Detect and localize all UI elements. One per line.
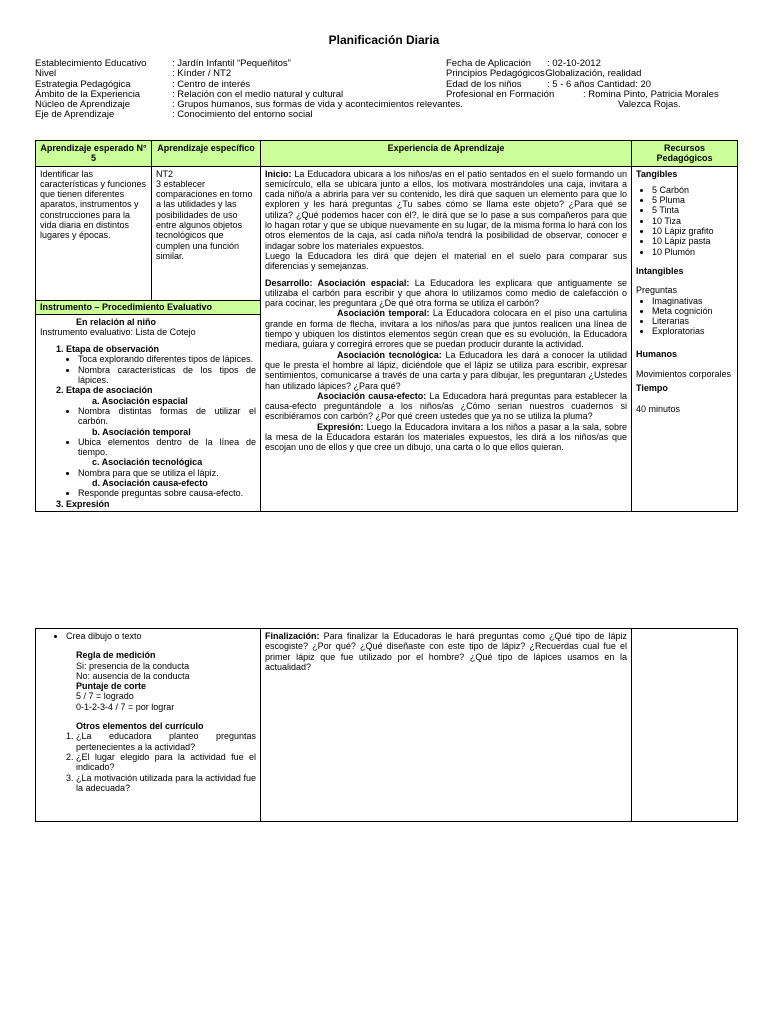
expresion-paragraph [265,422,627,453]
regla-heading: Regla de medición [76,650,156,661]
aprendizaje-especifico-cell: NT2 3 establecer comparaciones en torno a las utilidades y las posibilidades de uso entre algunos objetos tecnológicos que cumplen una función similar. [152,166,261,300]
header-label: Principios Pedagógicos [446,68,545,80]
list-item: • Nombra características de los tipos de lápices. [78,365,256,386]
header-label: Edad de los niños [446,78,522,90]
header-value: : Conocimiento del entorno social [172,109,313,121]
header-value: : Kínder / NT2 [172,68,232,80]
header-value: : 5 - 6 años Cantidad: 20 [547,78,652,90]
header-recursos: Recursos Pedagógicos [632,141,738,167]
en-relacion-label: En relación al niño [76,316,157,327]
tangibles-list [636,185,733,257]
etapa-title: Etapa de asociación [66,385,153,396]
desarrollo-paragraph [265,278,627,309]
header-aprendizaje-esperado: Aprendizaje esperado N° 5 [36,141,152,167]
header-label: Fecha de Aplicación [446,58,532,69]
causa-paragraph [265,391,627,422]
humanos-text: Movimientos corporales [636,369,732,380]
evaluacion-continued-cell [36,629,261,822]
planning-table-continued [35,628,738,822]
list-item: • Responde preguntas sobre causa-efecto. [78,488,256,498]
header-value: : Jardín Infantil “Pequeñitos” [172,58,291,69]
sub-heading: b. Asociación temporal [92,426,191,437]
recursos-empty-cell [632,629,738,822]
causa-text: La Educadora hará preguntas para establecer la causa-efecto preguntándole a los niños/as ¿Cómo serian nuestros cuadernos si escribiéramos con carbón? ¿Por qué creen ustedes que ya no se utiliza la pluma? [265,390,627,422]
experiencia-cell [261,166,632,511]
preguntas-list [636,296,733,337]
preguntas-label: Preguntas [636,285,678,296]
list-item: 3. Expresión [66,499,256,509]
inicio-text: La Educadora ubicara a los niños/as en el patio sentados en el suelo formando un semicírculo, ella se ubicara junto a ellos, los motivara mostrándoles una caja, invitara a cada niño/a a abrirla para ver su contenido, les dirá que saquen un elemento para que lo exploren y les hará preguntas ¿Tu sabes cómo se llama este objeto? ¿Para qué se utiliza? ¿Qué podemos hacer con él?, le dirá que se lo pase a sus compañeros para que lo hagan rotar y que se ubique nuevamente en su lugar, de la misma forma lo hará con los otros elementos de la caja, así cada niño/a tendrá la posibilidad de observar, conocer e indagar sobre los materiales expuestos. [265,168,627,251]
tiempo-text: 40 minutos [636,403,681,414]
intangibles-heading: Intangibles [636,265,684,276]
temporal-text: La Educadora colocara en el piso una cartulina grande en forma de flecha, invitara a los niños/as para que juntos realicen una línea de tiempo y ubiquen los distintos elementos según crean que es su evolución, la Educadora mediara, guiara y corregirá errores que se puedan producir durante la actividad. [265,308,627,350]
header-value: : Centro de interés [172,78,251,90]
header-label: Profesional en Formación [446,88,555,100]
regla-si: Si: presencia de la conducta [76,660,190,671]
temporal-label: Asociación temporal: [337,308,430,319]
header-label: Estrategia Pedagógica [35,78,131,90]
header-left-values [172,59,463,121]
header-label: Nivel [35,68,57,80]
list-item: • 10 Tiza [652,216,733,226]
inicio-paragraph [265,169,627,251]
inicio-label: Inicio: [265,168,292,179]
finalizacion-cell [261,629,632,822]
list-item: • Crea dibujo o texto [66,631,256,641]
header-profesional-value: : Romina Pinto, Patricia Morales [583,89,719,100]
header-experiencia: Experiencia de Aprendizaje [261,141,632,167]
header-value: : 02-10-2012 [547,58,601,69]
list-item: 2. ¿El lugar elegido para la actividad fue el indicado? [76,752,256,773]
otros-list [40,731,256,793]
etapa-title: Etapa de observación [66,344,160,355]
expresion-text: Luego la Educadora invitara a los niños a pasar a la sala, sobre la mesa de la Educadora estarán los materiales expuestos, les dirá a los niños/as que escojan uno de ellos y que cree un dibujo, una carta o lo que ellos quieran. [265,421,627,453]
list-item: • 10 Lápiz grafito [652,226,733,236]
tiempo-heading: Tiempo [636,383,668,394]
list-item: • Meta cognición [652,306,733,316]
crea-list [40,631,256,641]
list-item: • 5 Carbón [652,185,733,195]
header-value: : Grupos humanos, sus formas de vida y acontecimientos relevantes. [172,99,463,111]
header-label: Núcleo de Aprendizaje [35,99,131,111]
list-item: • Ubica elementos dentro de la línea de tiempo. [78,437,256,458]
puntaje-logrado: 5 / 7 = logrado [76,691,134,702]
tecnologica-text: La Educadora les dará a conocer la utilidad que le presta el hombre al lápiz, diciéndole que el lápiz se utiliza para escribir, expresar sentimientos, comunicarse a través de una carta y para dibujar, les preguntaran ¿Ustedes han utilizado lápices? ¿Para qué? [265,349,627,391]
instrumento-header: Instrumento – Procedimiento Evaluativo [36,300,261,314]
list-item: • Toca explorando diferentes tipos de lápices. [78,354,256,364]
list-item: • Imaginativas [652,296,733,306]
temporal-paragraph [265,308,627,349]
list-item: • 5 Pluma [652,195,733,205]
etapas-list [40,344,256,509]
sub-heading: a. Asociación espacial [92,395,188,406]
planning-table [35,140,738,512]
expresion-label: Expresión: [317,421,364,432]
header-principios-value: : Globalización, realidad [540,68,642,80]
header-value: : Relación con el medio natural y cultural [172,88,344,100]
list-item: 3. ¿La motivación utilizada para la actividad fue la adecuada? [76,773,256,794]
list-item [66,385,256,498]
sub-list [66,468,256,478]
finalizacion-label: Finalización: [265,631,320,641]
sub-list [66,488,256,498]
list-item: • Literarias [652,316,733,326]
sub-heading: c. Asociación tecnológica [92,457,203,468]
causa-label: Asociación causa-efecto: [317,390,427,401]
list-item: • 5 Tinta [652,205,733,215]
header-profesional-extra: Valezca Rojas. [618,99,681,111]
page-title: Planificación Diaria [328,33,440,47]
sub-list [66,437,256,458]
sub-list [66,406,256,427]
header-right-labels [446,59,554,100]
regla-no: No: ausencia de la conducta [76,670,190,681]
inicio-paragraph-2: Luego la Educadora les dirá que dejen el material en el suelo para comparar sus diferencias y semejanzas. [265,250,627,272]
recursos-cell [632,166,738,511]
desarrollo-text: La Educadora les explicara que antiguamente se utilizaba el carbón para escribir y que ahora lo utilizamos como medio de calefacción o para cocinar, les preguntara ¿De qué otra forma se utiliza el carbón? [265,277,627,309]
humanos-heading: Humanos [636,348,678,359]
list-item: • Nombra distintas formas de utilizar el carbón. [78,406,256,427]
tecnologica-label: Asociación tecnológica: [337,349,442,360]
sub-list [66,354,256,385]
header-label: Establecimiento Educativo [35,58,147,69]
tecnologica-paragraph [265,350,627,391]
sub-heading: d. Asociación causa-efecto [92,478,208,489]
desarrollo-label: Desarrollo: Asociación espacial: [265,277,410,288]
instrumento-cell [36,314,261,511]
header-aprendizaje-especifico: Aprendizaje específico [152,141,261,167]
header-label: Eje de Aprendizaje [35,109,115,121]
list-item: • Exploratorias [652,326,733,336]
header-left-labels [35,59,146,121]
puntaje-heading: Puntaje de corte [76,681,147,692]
puntaje-por-lograr: 0-1-2-3-4 / 7 = por lograr [76,701,175,712]
list-item: • 10 Lápiz pasta [652,236,733,246]
aprendizaje-esperado-cell: Identificar las características y funciones que tienen diferentes aparatos, instrumentos y construcciones para la vida diaria en distintos lugares y épocas. [36,166,152,300]
header-label: Ámbito de la Experiencia [35,88,141,100]
tangibles-heading: Tangibles [636,168,678,179]
list-item: • Nombra para que se utiliza el lápiz. [78,468,256,478]
list-item: • 10 Plumón [652,247,733,257]
instrumento-evaluativo: Instrumento evaluativo: Lista de Cotejo [40,326,196,337]
regla-block [40,650,256,731]
otros-heading: Otros elementos del currículo [76,721,204,732]
list-item: 1. ¿La educadora planteo preguntas pertenecientes a la actividad? [76,731,256,752]
finalizacion-text: Para finalizar la Educadoras le hará preguntas como ¿Qué tipo de lápiz escogiste? ¿Por qué? ¿Qué diseñaste con este tipo de lápiz? ¿Recuerdas cual fue el primer lápiz que fue utilizado por el hombre? ¿Qué tipo de lápices usamos en la actualidad? [265,631,627,672]
list-item [66,344,256,385]
